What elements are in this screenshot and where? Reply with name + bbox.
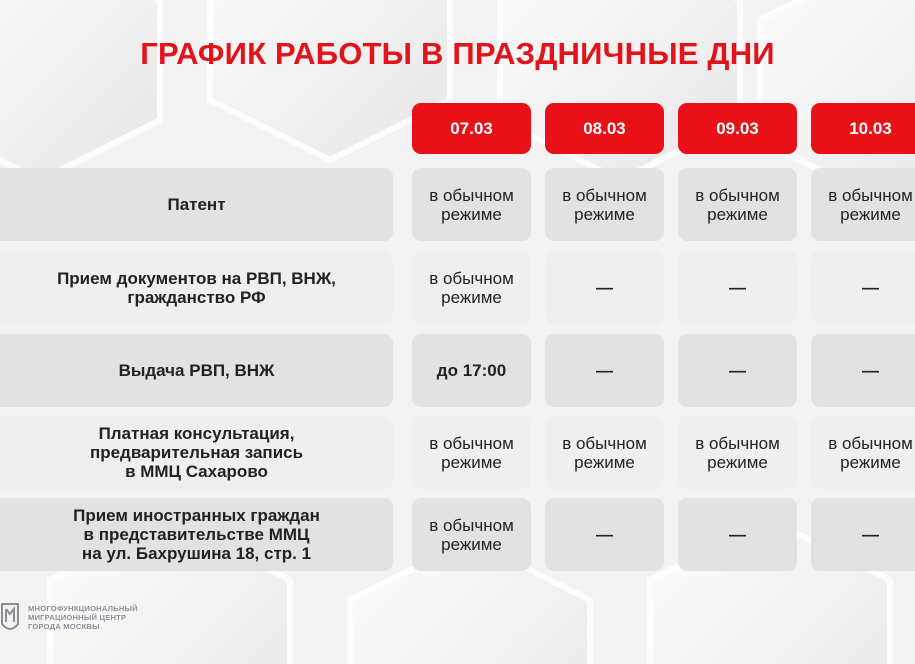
schedule-cell [811,168,915,241]
schedule-cell [412,168,531,241]
cell-text: — [729,278,746,297]
schedule-cell [678,334,797,407]
cell-text: — [729,525,746,544]
date-header-1: 07.03 [412,103,531,154]
cell-text: — [862,361,879,380]
page-title: ГРАФИК РАБОТЫ В ПРАЗДНИЧНЫЕ ДНИ [140,36,775,71]
mmc-logo-icon [0,600,20,634]
logo-text [28,604,138,631]
schedule-cell [811,334,915,407]
schedule-cell [811,498,915,571]
schedule-cell [811,416,915,489]
row-label-text: Выдача РВП, ВНЖ [118,361,275,380]
cell-text: в обычном режиме [828,433,913,472]
row-label-text: Прием документов на РВП, ВНЖ, гражданство РФ [57,268,336,307]
schedule-cell [678,416,797,489]
schedule-cell [412,498,531,571]
cell-text: в обычном режиме [429,515,514,554]
cell-text: до 17:00 [436,361,507,380]
cell-text: в обычном режиме [429,268,514,307]
cell-text: в обычном режиме [429,185,514,224]
row-label-consultation [0,416,393,489]
schedule-cell [811,251,915,324]
schedule-cell [545,168,664,241]
schedule-cell [678,498,797,571]
row-label-issuance [0,334,393,407]
schedule-cell [545,334,664,407]
cell-text: — [596,278,613,297]
cell-text: — [862,278,879,297]
schedule-cell [412,416,531,489]
cell-text: — [729,361,746,380]
logo-line-2: МИГРАЦИОННЫЙ ЦЕНТР [28,612,127,622]
cell-text: в обычном режиме [429,433,514,472]
cell-text: в обычном режиме [695,185,780,224]
cell-text: — [596,361,613,380]
cell-text: в обычном режиме [828,185,913,224]
logo-line-3: ГОРОДА МОСКВЫ [28,621,100,631]
row-label-text: Платная консультация, предварительная запись в ММЦ Сахарово [89,424,304,481]
schedule-cell [678,168,797,241]
cell-text: в обычном режиме [562,433,647,472]
mmc-logo [0,600,138,634]
row-label-documents [0,251,393,324]
row-label-patent [0,168,393,241]
cell-text: в обычном режиме [695,433,780,472]
date-header-4: 10.03 [811,103,915,154]
logo-line-1: МНОГОФУНКЦИОНАЛЬНЫЙ [28,603,138,613]
schedule-cell [678,251,797,324]
schedule-cell [545,416,664,489]
cell-text: — [596,525,613,544]
schedule-cell [545,498,664,571]
schedule-cell [545,251,664,324]
cell-text: в обычном режиме [562,185,647,224]
row-label-text: Патент [167,195,226,214]
row-label-representative-office [0,498,393,571]
date-header-3: 09.03 [678,103,797,154]
cell-text: — [862,525,879,544]
schedule-cell [412,334,531,407]
date-header-2: 08.03 [545,103,664,154]
row-label-text: Прием иностранных граждан в представительстве ММЦ на ул. Бахрушина 18, стр. 1 [73,506,320,563]
schedule-cell [412,251,531,324]
